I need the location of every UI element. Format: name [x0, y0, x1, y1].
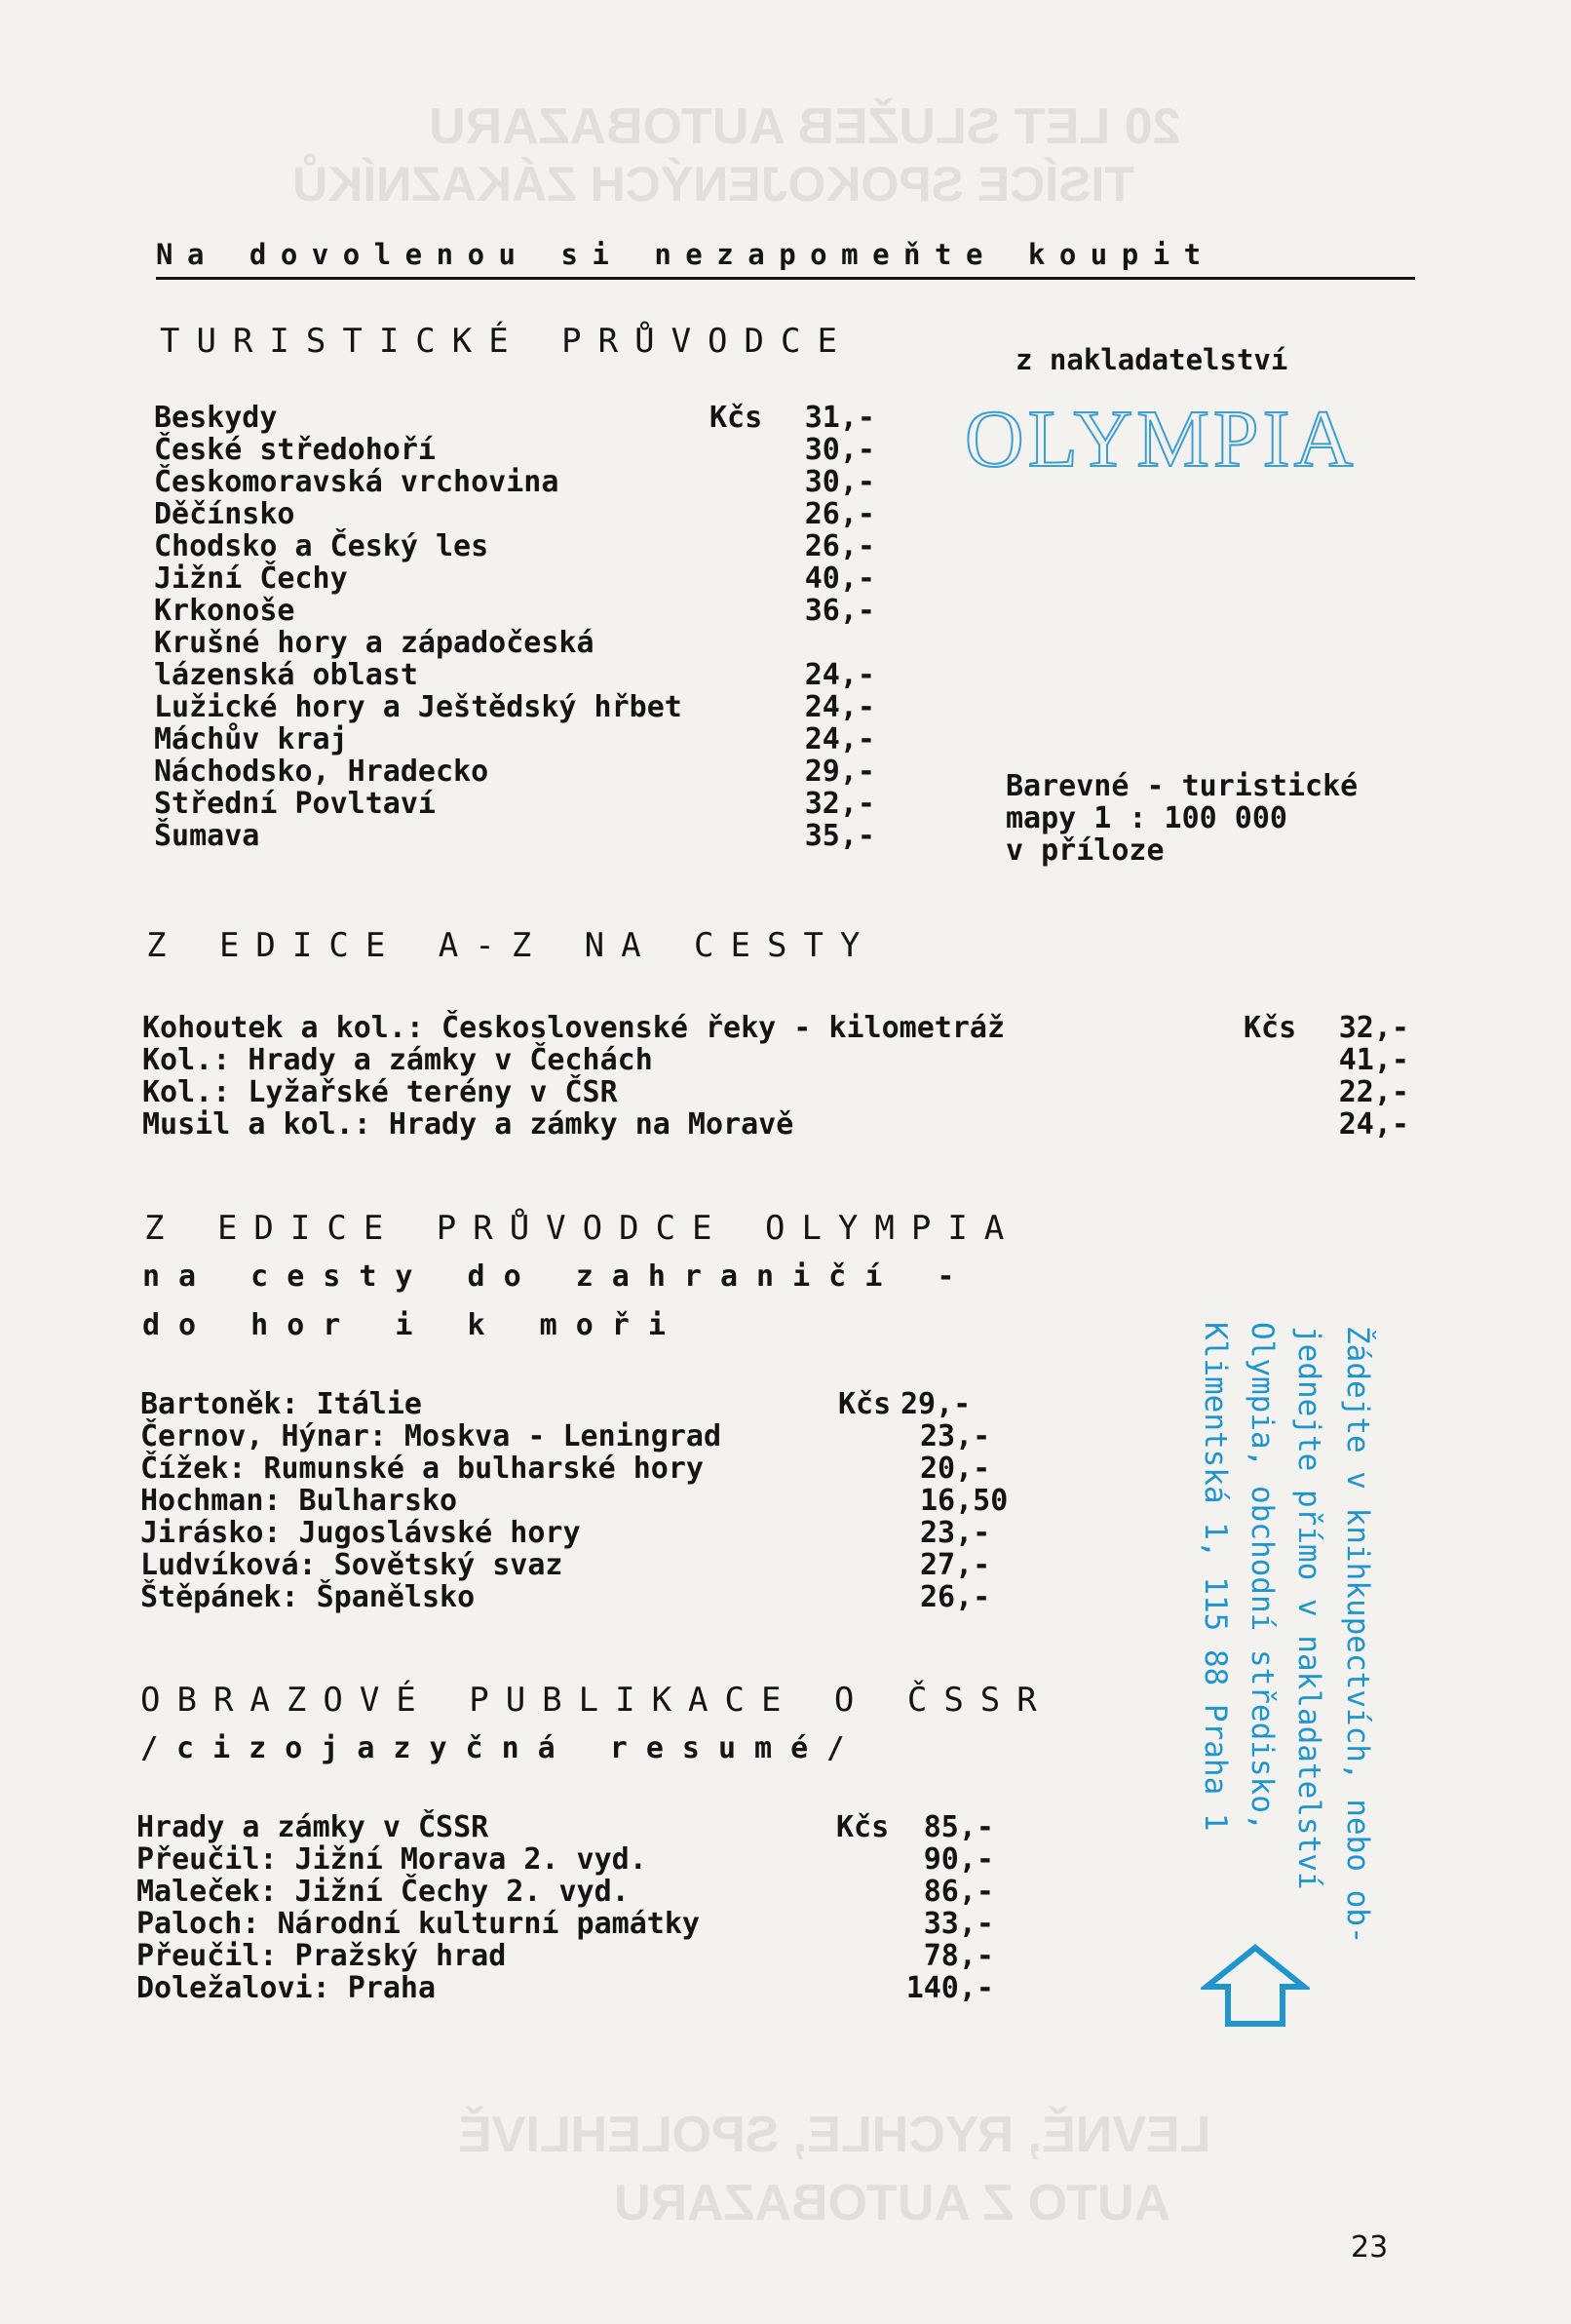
section-heading-olympia: Z EDICE PRŮVODCE OLYMPIA — [144, 1209, 1021, 1248]
item-price: 140,- — [905, 1971, 994, 2005]
headline: Na dovolenou si nezapomeňte koupit — [156, 238, 1215, 271]
list-item — [136, 1876, 1014, 1908]
item-title: Paloch: Národní kulturní památky — [136, 1907, 700, 1941]
section-subheading: do hor i k moři — [142, 1308, 684, 1342]
item-title: Bartoněk: Itálie — [140, 1387, 422, 1421]
list-item — [140, 1452, 1037, 1485]
obrazove-list — [136, 1811, 1014, 2004]
page-number: 23 — [1351, 2230, 1389, 2265]
item-title: Kol.: Lyžařské terény v ČSR — [142, 1075, 618, 1109]
item-title: Lužické hory a Ještědský hřbet — [154, 690, 682, 724]
arrow-up-icon — [1201, 1944, 1310, 2028]
list-item — [154, 723, 875, 755]
item-title: Přeučil: Jižní Morava 2. vyd. — [136, 1842, 647, 1877]
item-title: Chodsko a Český les — [154, 529, 489, 563]
item-title: Kohoutek a kol.: Československé řeky - kilometráž — [142, 1011, 1006, 1045]
item-title: Střední Povltaví — [154, 787, 436, 821]
item-price: 24,- — [804, 690, 875, 724]
list-item — [154, 627, 875, 691]
list-item — [140, 1517, 1037, 1549]
item-price: 30,- — [804, 465, 875, 499]
list-item — [154, 498, 875, 530]
list-item — [154, 434, 875, 466]
item-price: 41,- — [1338, 1043, 1409, 1077]
item-price: 26,- — [804, 529, 875, 563]
list-item — [154, 530, 875, 562]
item-price: 23,- — [920, 1516, 991, 1550]
item-price: 27,- — [920, 1548, 991, 1582]
olympia-logo: OLYMPIA — [965, 394, 1358, 484]
item-price: 29,- — [804, 755, 875, 789]
section-heading-az: Z EDICE A-Z NA CESTY — [146, 926, 877, 965]
item-price: 23,- — [920, 1419, 991, 1453]
list-item — [140, 1581, 1037, 1613]
list-item — [142, 1044, 1409, 1076]
item-title: Beskydy — [154, 401, 278, 435]
list-item — [136, 1908, 1014, 1940]
list-item — [154, 402, 875, 434]
order-note-line-4: Klimentská 1, 115 88 Praha 1 — [1198, 1322, 1233, 1832]
section-subheading: na cesty do zahraničí - — [142, 1259, 974, 1294]
list-item — [140, 1388, 1037, 1420]
item-price: 33,- — [923, 1907, 994, 1941]
item-price: 26,- — [920, 1580, 991, 1614]
maps-note-line: Barevné - turistické — [1006, 769, 1359, 803]
item-title: Přeučil: Pražský hrad — [136, 1939, 507, 1973]
list-item — [154, 788, 875, 820]
item-title: Jižní Čechy — [154, 562, 348, 596]
order-note-line-1: Žádejte v knihkupectvích, nebo ob- — [1340, 1326, 1375, 1945]
currency-label: Kčs — [1244, 1011, 1297, 1045]
list-item — [136, 1972, 1014, 2004]
headline-underline — [156, 277, 1415, 280]
item-title: Hrady a zámky v ČSSR — [136, 1810, 489, 1844]
item-price: 24,- — [804, 722, 875, 756]
item-price: 16,50 — [920, 1484, 1009, 1518]
item-title: Krušné hory a západočeská lázenská oblast — [154, 626, 594, 692]
maps-note-line: v příloze — [1006, 833, 1165, 868]
item-title: Jirásko: Jugoslávské hory — [140, 1516, 581, 1550]
item-price: 24,- — [1338, 1107, 1409, 1142]
turisticke-list — [154, 402, 875, 852]
maps-note — [1006, 770, 1358, 867]
list-item — [136, 1811, 1014, 1843]
item-price: 35,- — [804, 819, 875, 853]
list-item — [154, 466, 875, 498]
showthrough-line-4: AUTO Z AUTOBAZARU — [614, 2175, 1171, 2231]
item-price: 86,- — [923, 1875, 994, 1909]
list-item — [142, 1012, 1409, 1044]
item-price: 32,- — [1338, 1011, 1409, 1045]
item-price: 30,- — [804, 433, 875, 467]
item-price: 24,- — [804, 658, 875, 692]
item-price: 29,- — [900, 1387, 972, 1421]
item-title: Štěpánek: Španělsko — [140, 1580, 476, 1614]
showthrough-line-3: LEVNĚ, RYCHLE, SPOLEHLIVĚ — [458, 2107, 1211, 2163]
list-item — [142, 1076, 1409, 1108]
list-item — [136, 1940, 1014, 1972]
currency-label: Kčs — [709, 401, 763, 435]
item-price: 31,- — [804, 401, 875, 435]
list-item — [142, 1108, 1409, 1141]
showthrough-line-1: 20 LET SLUŽEB AUTOBAZARU — [429, 98, 1181, 155]
item-title: Musil a kol.: Hrady a zámky na Moravě — [142, 1107, 794, 1142]
list-item — [154, 755, 875, 788]
item-title: Černov, Hýnar: Moskva - Leningrad — [140, 1419, 722, 1453]
list-item — [140, 1485, 1037, 1517]
currency-label: Kčs — [838, 1387, 892, 1421]
item-price: 22,- — [1338, 1075, 1409, 1109]
list-item — [154, 562, 875, 595]
item-title: Ludvíková: Sovětský svaz — [140, 1548, 563, 1582]
az-list — [142, 1012, 1409, 1141]
order-note-line-2: jednejte přímo v nakladatelství — [1291, 1326, 1326, 1890]
item-title: Děčínsko — [154, 497, 295, 531]
item-title: Hochman: Bulharsko — [140, 1484, 458, 1518]
showthrough-line-2: TISÍCE SPOKOJENÝCH ZÁKAZNÍKŮ — [292, 157, 1134, 212]
list-item — [140, 1420, 1037, 1452]
item-title: Náchodsko, Hradecko — [154, 755, 489, 789]
item-price: 78,- — [923, 1939, 994, 1973]
currency-label: Kčs — [836, 1810, 890, 1844]
item-title: Krkonoše — [154, 594, 295, 628]
item-title: České středohoří — [154, 433, 436, 467]
item-price: 90,- — [923, 1842, 994, 1877]
section-heading-turisticke: TURISTICKÉ PRŮVODCE — [160, 322, 854, 361]
item-price: 26,- — [804, 497, 875, 531]
item-title: Máchův kraj — [154, 722, 348, 756]
maps-note-line: mapy 1 : 100 000 — [1006, 801, 1287, 835]
item-title: Šumava — [154, 819, 260, 853]
item-price: 32,- — [804, 787, 875, 821]
item-title: Českomoravská vrchovina — [154, 465, 559, 499]
item-title: Doležalovi: Praha — [136, 1971, 437, 2005]
list-item — [140, 1549, 1037, 1581]
order-note-line-3: Olympia, obchodní středisko, — [1245, 1322, 1280, 1832]
item-title: Čížek: Rumunské a bulharské hory — [140, 1452, 704, 1486]
list-item — [154, 595, 875, 627]
section-heading-obrazove: OBRAZOVÉ PUBLIKACE O ČSSR — [140, 1681, 1054, 1720]
item-price: 36,- — [804, 594, 875, 628]
list-item — [136, 1843, 1014, 1876]
list-item — [154, 820, 875, 852]
item-title: Kol.: Hrady a zámky v Čechách — [142, 1043, 653, 1077]
item-price: 85,- — [923, 1810, 994, 1844]
section-subheading: /cizojazyčná resumé/ — [140, 1731, 863, 1765]
list-item — [154, 691, 875, 723]
item-price: 40,- — [804, 562, 875, 596]
item-price: 20,- — [920, 1452, 991, 1486]
item-title: Maleček: Jižní Čechy 2. vyd. — [136, 1875, 630, 1909]
olympia-list — [140, 1388, 1037, 1613]
publisher-label: z nakladatelství — [1015, 343, 1288, 376]
